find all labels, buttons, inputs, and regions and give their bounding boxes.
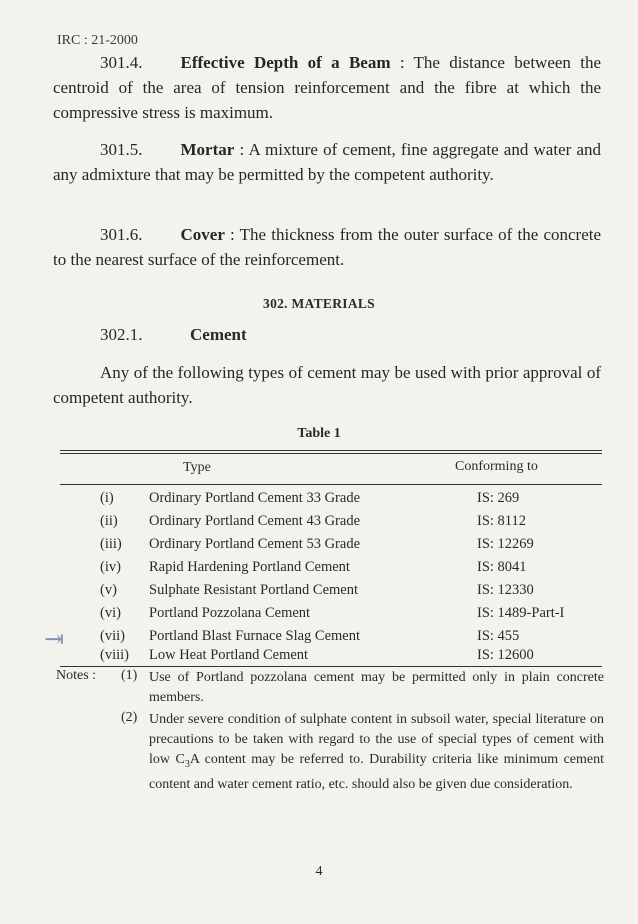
definition-term: Mortar <box>180 140 235 159</box>
standard-code: IS: 12269 <box>477 536 534 552</box>
table-header-rule <box>60 484 602 485</box>
table-bottom-rule <box>60 666 602 667</box>
row-number: (iv) <box>100 559 121 575</box>
table-row <box>0 513 638 536</box>
standard-code: IS: 8041 <box>477 559 527 575</box>
definition-number: 301.5. <box>100 140 143 159</box>
row-number: (iii) <box>100 536 122 552</box>
intro-paragraph: Any of the following types of cement may be used with prior approval of competent authority. <box>53 363 601 407</box>
section-heading: 302. MATERIALS <box>263 296 375 311</box>
cement-type: Ordinary Portland Cement 33 Grade <box>149 490 361 506</box>
table-top-rule-double <box>60 453 602 454</box>
row-number: (ii) <box>100 513 118 529</box>
table-row <box>0 582 638 605</box>
subsection-title: Cement <box>190 325 247 344</box>
definition-text: The thickness from the outer surface of the concrete to the nearest surface of the reinforcement. <box>53 225 602 269</box>
table-row <box>0 605 638 628</box>
standard-code: IS: 1489-Part-I <box>477 605 565 621</box>
definition-term: Effective Depth of a Beam <box>180 53 391 72</box>
row-number: (i) <box>100 490 114 506</box>
table-row <box>0 536 638 559</box>
definition-separator: : <box>399 53 405 72</box>
cement-type: Ordinary Portland Cement 53 Grade <box>149 536 361 552</box>
row-number: (vii) <box>100 628 125 644</box>
page-number: 4 <box>315 864 323 879</box>
standard-code: IS: 12600 <box>477 647 534 663</box>
standard-code: IS: 8112 <box>477 513 527 529</box>
table-row <box>0 490 638 513</box>
column-header-conforming: Conforming to <box>455 459 538 474</box>
cement-type: Rapid Hardening Portland Cement <box>149 559 350 575</box>
definition-separator: : <box>239 140 245 159</box>
cement-type: Portland Pozzolana Cement <box>149 605 311 621</box>
standard-code: IS: 12330 <box>477 582 534 598</box>
standard-code: IS: 269 <box>477 490 520 506</box>
definition-301-6 <box>53 222 601 272</box>
table-title: Table 1 <box>297 426 341 441</box>
definition-text: The distance between the centroid of the area of tension reinforcement and the fibre at which the compressive stress is maximum. <box>53 53 601 122</box>
note-2: Under severe condition of sulphate content in subsoil water, special literature on precautions to be taken with regard to the use of special types of cement with low $C_3A$ content may be referred to. Durability criteria like minimum cement content and water cement ratio, etc. should also be given due consideration. <box>149 712 604 792</box>
definition-301-4 <box>53 50 601 125</box>
cement-type: Portland Blast Furnace Slag Cement <box>149 628 361 644</box>
row-number: (v) <box>100 582 117 598</box>
table-row <box>0 559 638 582</box>
cement-type: Low Heat Portland Cement <box>149 647 309 663</box>
table-top-rule <box>60 450 602 451</box>
subsection-heading <box>100 325 247 345</box>
definition-text: A mixture of cement, fine aggregate and water and any admixture that may be permitted by the competent authority. <box>53 140 602 184</box>
standard-code: IS: 455 <box>477 628 520 644</box>
note-number: (2) <box>121 710 138 725</box>
note-number: (1) <box>121 668 138 683</box>
note-1: Use of Portland pozzolana cement may be permitted only in plain concrete members. <box>149 670 604 705</box>
cement-type: Ordinary Portland Cement 43 Grade <box>149 513 361 529</box>
row-number: (viii) <box>100 647 129 663</box>
handwritten-arrow-icon: ⇥ <box>44 627 65 653</box>
definition-separator: : <box>230 225 235 244</box>
row-number: (vi) <box>100 605 121 621</box>
subsection-number: 302.1. <box>100 325 143 344</box>
definition-term: Cover <box>180 225 225 244</box>
column-header-type: Type <box>183 460 211 475</box>
document-code: IRC : 21-2000 <box>57 33 138 48</box>
definition-number: 301.6. <box>100 225 143 244</box>
definition-number: 301.4. <box>100 53 143 72</box>
cement-type: Sulphate Resistant Portland Cement <box>149 582 359 598</box>
notes-label: Notes : <box>56 668 97 683</box>
definition-301-5 <box>53 137 601 187</box>
